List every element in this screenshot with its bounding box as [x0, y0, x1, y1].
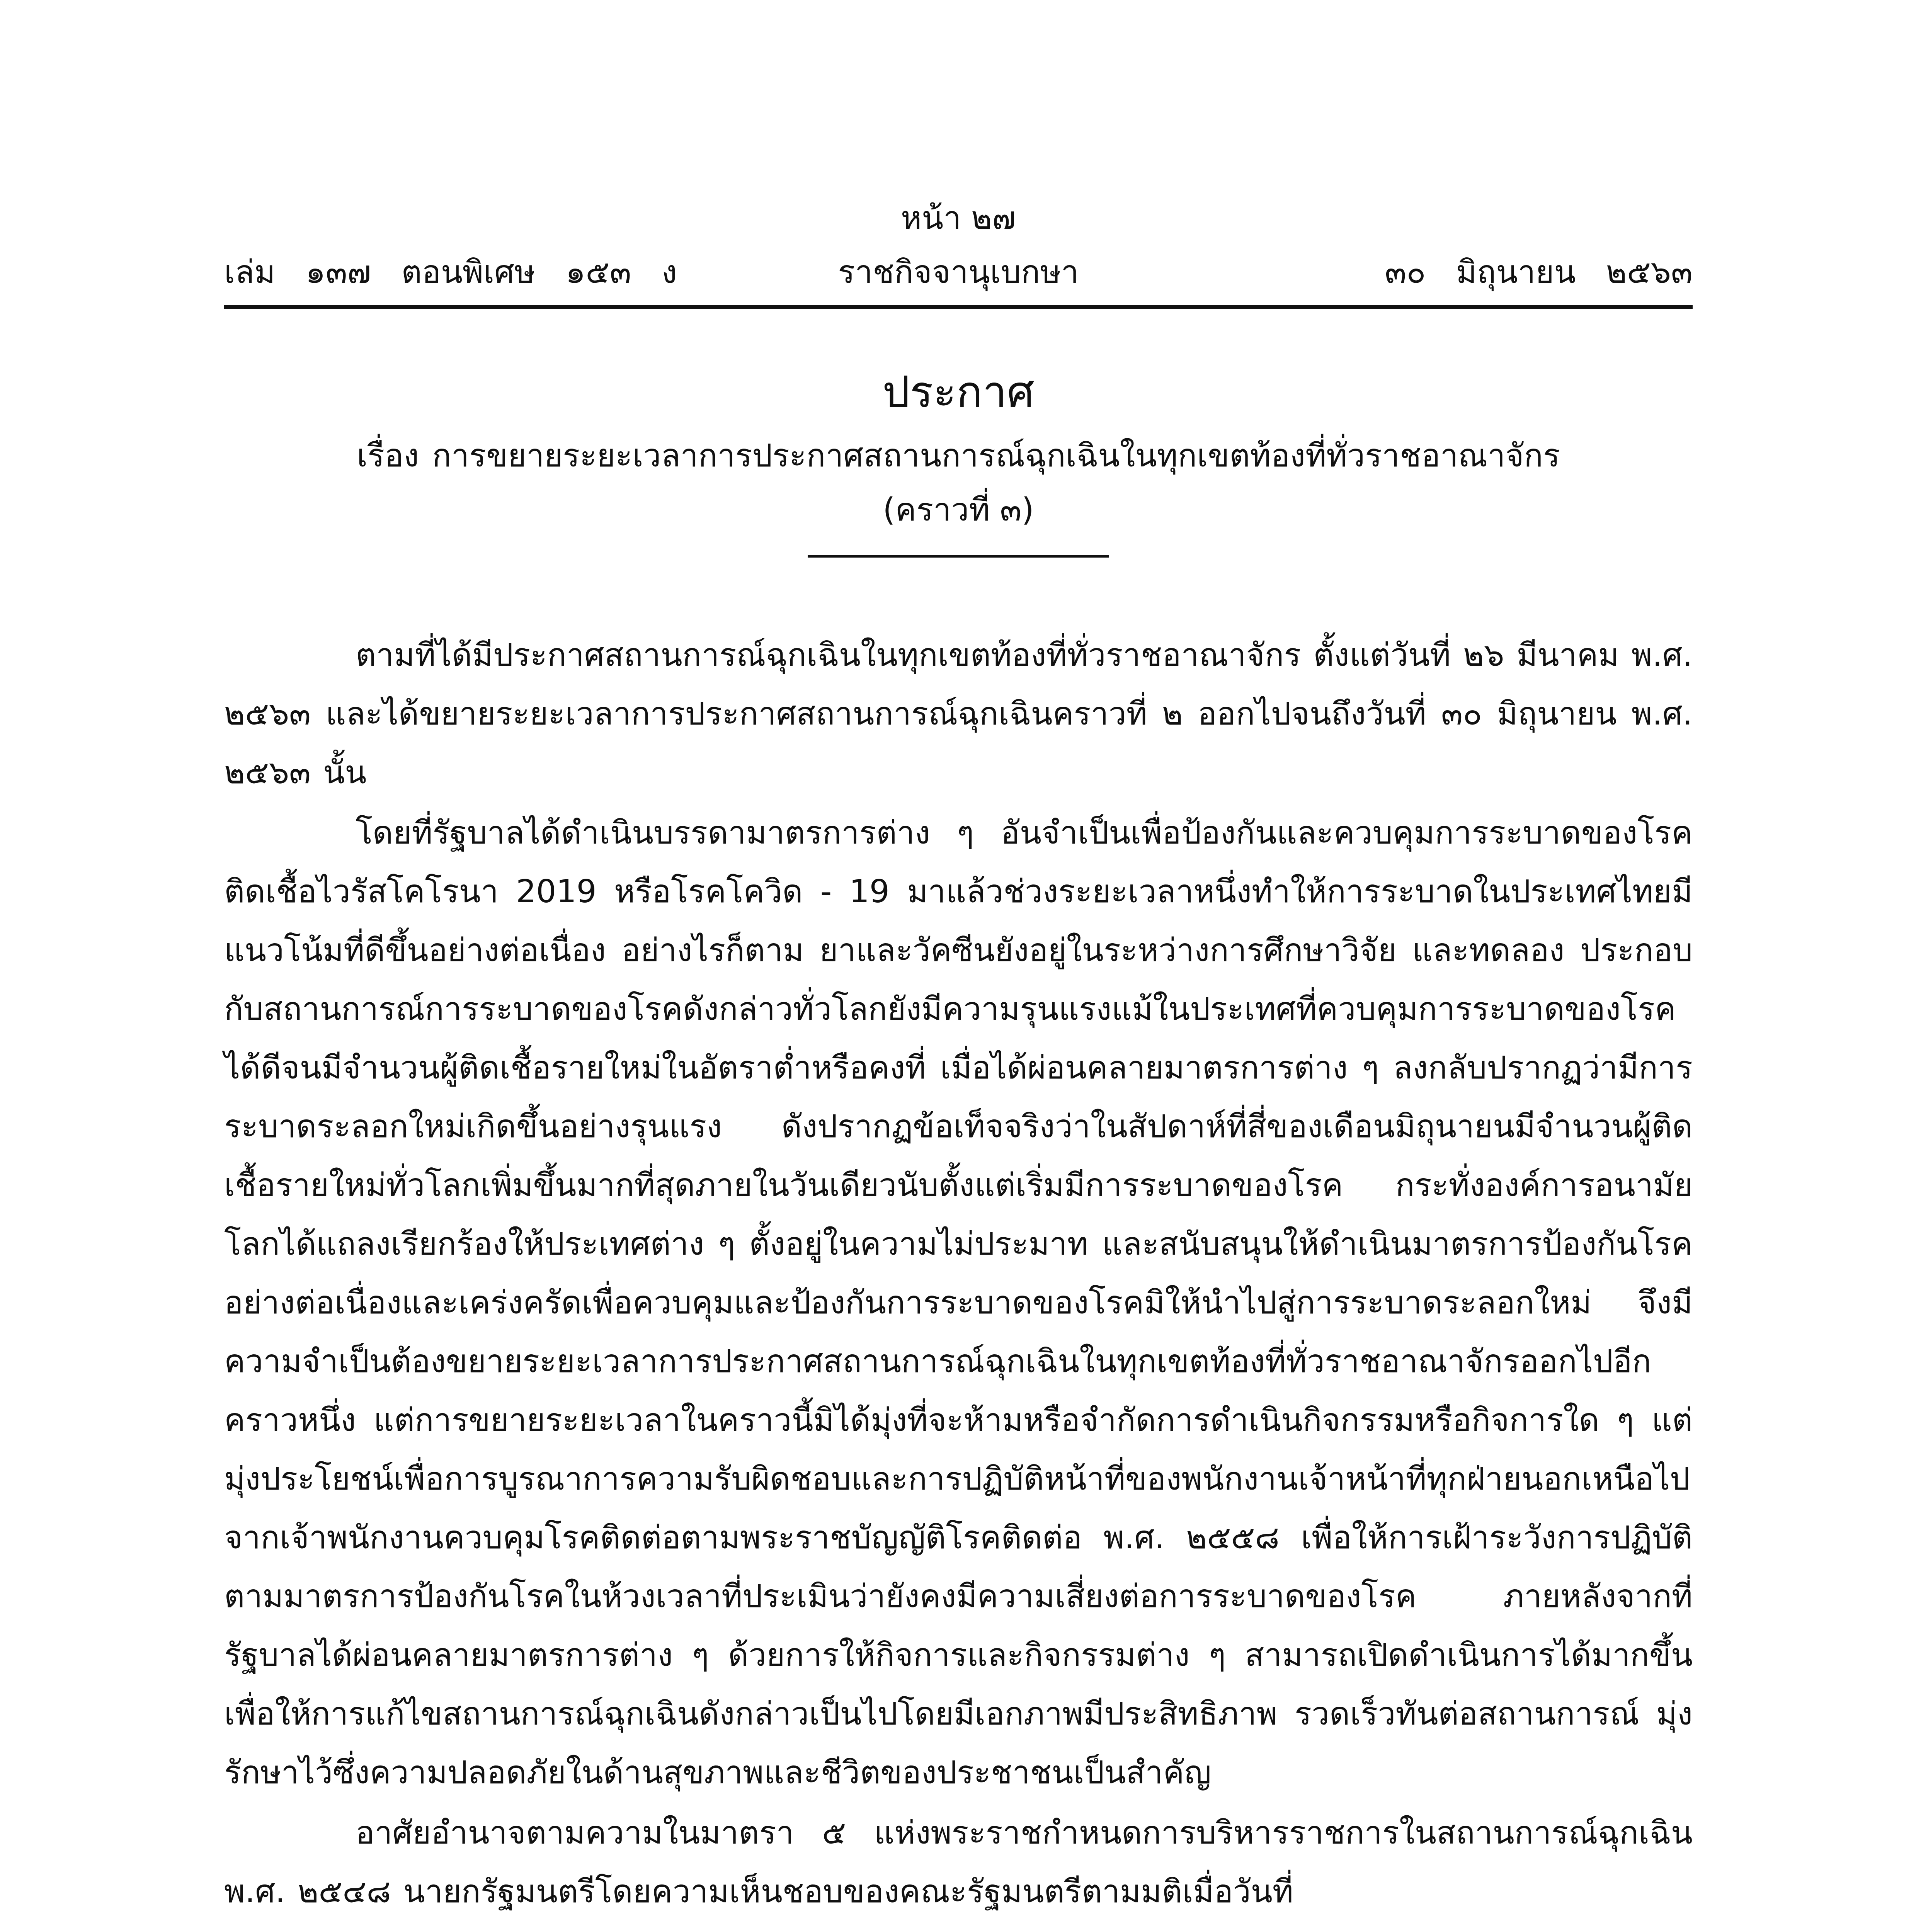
- announcement-round: (คราวที่ ๓): [883, 492, 1034, 528]
- publication-name: ราชกิจจานุเบกษา: [838, 254, 1079, 291]
- publication-date: ๓๐ มิถุนายน ๒๕๖๓: [1385, 254, 1693, 291]
- body-paragraph: อาศัยอำนาจตามความในมาตรา ๕ แห่งพระราชกำหนดการบริหารราชการในสถานการณ์ฉุกเฉิน พ.ศ. ๒๕๔๘ นายกรัฐมนตรีโดยความเห็นชอบของคณะรัฐมนตรีตามมติเมื่อวันที่: [224, 1815, 1693, 1910]
- body-paragraph: ตามที่ได้มีประกาศสถานการณ์ฉุกเฉินในทุกเขตท้องที่ทั่วราชอาณาจักร ตั้งแต่วันที่ ๒๖ มีนาคม พ.ศ. ๒๕๖๓ และได้ขยายระยะเวลาการประกาศสถานการณ์ฉุกเฉินคราวที่ ๒ ออกไปจนถึงวันที่ ๓๐ มิถุนายน พ.ศ. ๒๕๖๓ นั้น: [224, 637, 1693, 791]
- announcement-heading: ประกาศ: [882, 367, 1035, 417]
- running-header: [224, 193, 1693, 317]
- title-divider: [808, 555, 1109, 558]
- announcement-title-block: [224, 359, 1693, 558]
- announcement-subject: [224, 429, 1693, 483]
- body-paragraph: โดยที่รัฐบาลได้ดำเนินบรรดามาตรการต่าง ๆ อันจำเป็นเพื่อป้องกันและควบคุมการระบาดของโรคติดเชื้อไวรัสโคโรนา 2019 หรือโรคโควิด - 19 มาแล้วช่วงระยะเวลาหนึ่งทำให้การระบาดในประเทศไทยมีแนวโน้มที่ดีขึ้นอย่างต่อเนื่อง อย่างไรก็ตาม ยาและวัคซีนยังอยู่ในระหว่างการศึกษาวิจัย และทดลอง ประกอบกับสถานการณ์การระบาดของโรคดังกล่าวทั่วโลกยังมีความรุนแรงแม้ในประเทศที่ควบคุมการระบาดของโรคได้ดีจนมีจำนวนผู้ติดเชื้อรายใหม่ในอัตราต่ำหรือคงที่ เมื่อได้ผ่อนคลายมาตรการต่าง ๆ ลงกลับปรากฏว่ามีการระบาดระลอกใหม่เกิดขึ้นอย่างรุนแรง ดังปรากฏข้อเท็จจริงว่าในสัปดาห์ที่สี่ของเดือนมิถุนายนมีจำนวนผู้ติดเชื้อรายใหม่ทั่วโลกเพิ่มขึ้นมากที่สุดภายในวันเดียวนับตั้งแต่เริ่มมีการระบาดของโรค กระทั่งองค์การอนามัยโลกได้แถลงเรียกร้องให้ประเทศต่าง ๆ ตั้งอยู่ในความไม่ประมาท และสนับสนุนให้ดำเนินมาตรการป้องกันโรคอย่างต่อเนื่องและเคร่งครัดเพื่อควบคุมและป้องกันการระบาดของโรคมิให้นำไปสู่การระบาดระลอกใหม่ จึงมีความจำเป็นต้องขยายระยะเวลาการประกาศสถานการณ์ฉุกเฉินในทุกเขตท้องที่ทั่วราชอาณาจักรออกไปอีกคราวหนึ่ง แต่การขยายระยะเวลาในคราวนี้มิได้มุ่งที่จะห้ามหรือจำกัดการดำเนินกิจกรรมหรือกิจการใด ๆ แต่มุ่งประโยชน์เพื่อการบูรณาการความรับผิดชอบและการปฏิบัติหน้าที่ของพนักงานเจ้าหน้าที่ทุกฝ่ายนอกเหนือไปจากเจ้าพนักงานควบคุมโรคติดต่อตามพระราชบัญญัติโรคติดต่อ พ.ศ. ๒๕๕๘ เพื่อให้การเฝ้าระวังการปฏิบัติตามมาตรการป้องกันโรคในห้วงเวลาที่ประเมินว่ายังคงมีความเสี่ยงต่อการระบาดของโรค ภายหลังจากที่รัฐบาลได้ผ่อนคลายมาตรการต่าง ๆ ด้วยการให้กิจการและกิจกรรมต่าง ๆ สามารถเปิดดำเนินการได้มากขึ้น เพื่อให้การแก้ไขสถานการณ์ฉุกเฉินดังกล่าวเป็นไปโดยมีเอกภาพมีประสิทธิภาพ รวดเร็วทันต่อสถานการณ์ มุ่งรักษาไว้ซึ่งความปลอดภัยในด้านสุขภาพและชีวิตของประชาชนเป็นสำคัญ: [224, 815, 1693, 1791]
- subject-label: เรื่อง: [356, 437, 419, 474]
- subject-text: การขยายระยะเวลาการประกาศสถานการณ์ฉุกเฉินในทุกเขตท้องที่ทั่วราชอาณาจักร: [432, 437, 1560, 474]
- header-divider: [224, 305, 1693, 309]
- header-row: [224, 247, 1693, 298]
- page-number: หน้า ๒๗: [901, 200, 1016, 236]
- volume-info: เล่ม ๑๓๗ ตอนพิเศษ ๑๕๓ ง: [224, 254, 677, 291]
- announcement-body: [224, 626, 1693, 1923]
